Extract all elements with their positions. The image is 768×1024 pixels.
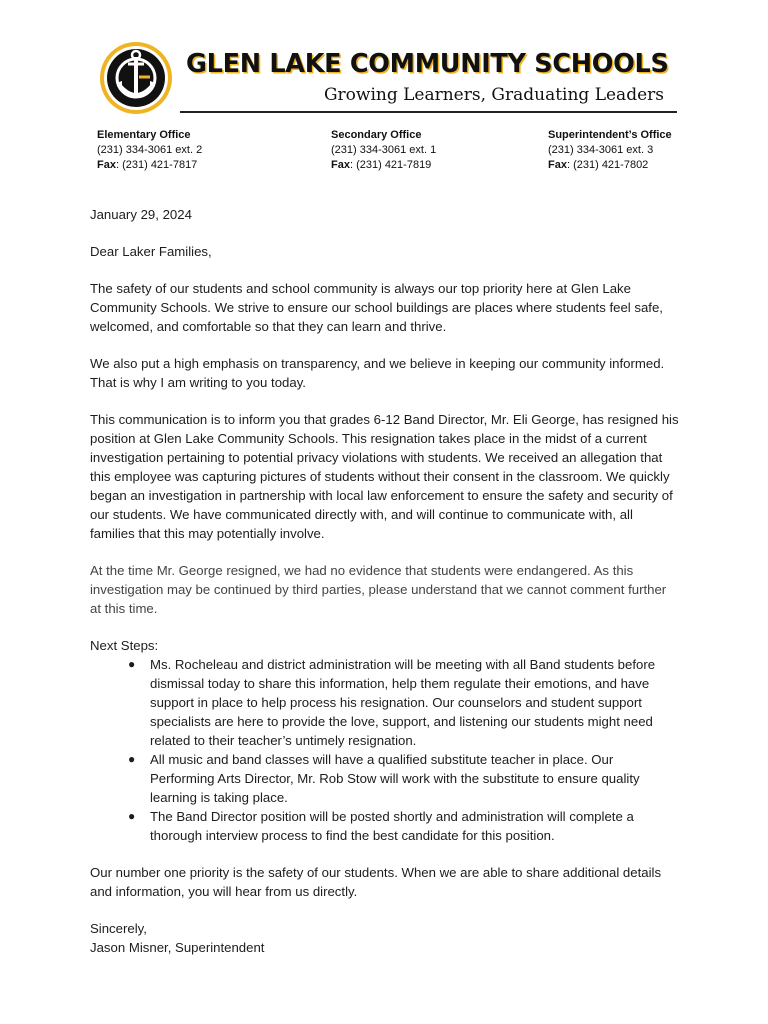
office-elementary bbox=[97, 128, 202, 173]
letter-paragraph-1: The safety of our students and school community is always our top priority here at Glen Lake Community Schools. We strive to ensure our school buildings are places where students feel safe, welcomed, and comfortable so that they can learn and thrive. bbox=[90, 281, 663, 334]
school-tagline: Growing Learners, Graduating Leaders bbox=[323, 85, 664, 105]
office-secondary bbox=[331, 128, 436, 173]
anchor-g-logo-icon bbox=[98, 40, 174, 116]
office-title: Elementary Office bbox=[97, 129, 191, 141]
office-superintendent bbox=[548, 128, 672, 173]
office-title: Superintendent’s Office bbox=[548, 129, 672, 141]
office-fax: Fax: (231) 421-7819 bbox=[331, 159, 432, 171]
office-phone: (231) 334-3061 ext. 3 bbox=[548, 144, 654, 156]
list-item: ● All music and band classes will have a qualified substitute teacher in place. Our Performing Arts Director, Mr. Rob Stow will work with the substitute to ensure quality learning is taking place. bbox=[128, 752, 640, 805]
office-fax: Fax: (231) 421-7817 bbox=[97, 159, 198, 171]
letter-closing: Sincerely, bbox=[90, 921, 147, 936]
next-steps-label: Next Steps: bbox=[90, 638, 159, 653]
letter-date: January 29, 2024 bbox=[90, 207, 192, 222]
letter-body bbox=[90, 205, 680, 957]
office-title: Secondary Office bbox=[331, 129, 422, 141]
header-divider bbox=[180, 111, 677, 113]
letter-paragraph-4: At the time Mr. George resigned, we had no evidence that students were endangered. As this investigation may be continued by third parties, please understand that we cannot comment further at this time. bbox=[90, 563, 667, 616]
school-name: GLEN LAKE COMMUNITY SCHOOLS bbox=[186, 49, 669, 79]
office-fax: Fax: (231) 421-7802 bbox=[548, 159, 649, 171]
list-item: ● The Band Director position will be posted shortly and administration will complete a thorough interview process to find the best candidate for this position. bbox=[128, 809, 634, 843]
letter-paragraph-5: Our number one priority is the safety of our students. When we are able to share additional details and information, you will hear from us directly. bbox=[90, 865, 662, 899]
bullet-icon: ● bbox=[128, 657, 136, 671]
letter-signature: Jason Misner, Superintendent bbox=[90, 940, 265, 955]
office-phone: (231) 334-3061 ext. 1 bbox=[331, 144, 437, 156]
letter-salutation: Dear Laker Families, bbox=[90, 244, 212, 259]
letter-paragraph-2: We also put a high emphasis on transparency, and we believe in keeping our community informed. That is why I am writing to you today. bbox=[90, 356, 665, 390]
list-item: ● Ms. Rocheleau and district administration will be meeting with all Band students before dismissal today to share this information, help them regulate their emotions, and have support in place to help process his resignation. Our counselors and student support specialists are here to provide the love, support, and listening our students might need related to their teacher’s untimely resignation. bbox=[128, 657, 656, 748]
bullet-icon: ● bbox=[128, 752, 136, 766]
next-steps-list bbox=[90, 655, 680, 845]
bullet-icon: ● bbox=[128, 809, 136, 823]
office-phone: (231) 334-3061 ext. 2 bbox=[97, 144, 203, 156]
letter-paragraph-3: This communication is to inform you that grades 6-12 Band Director, Mr. Eli George, has resigned his position at Glen Lake Community Schools. This resignation takes place in the midst of a current investigation pertaining to potential privacy violations with students. We received an allegation that this employee was capturing pictures of students without their consent in the classroom. We quickly began an investigation in partnership with local law enforcement to ensure the safety and security of our students. We have communicated directly with, and will continue to communicate with, all families that this may potentially involve. bbox=[90, 412, 679, 541]
